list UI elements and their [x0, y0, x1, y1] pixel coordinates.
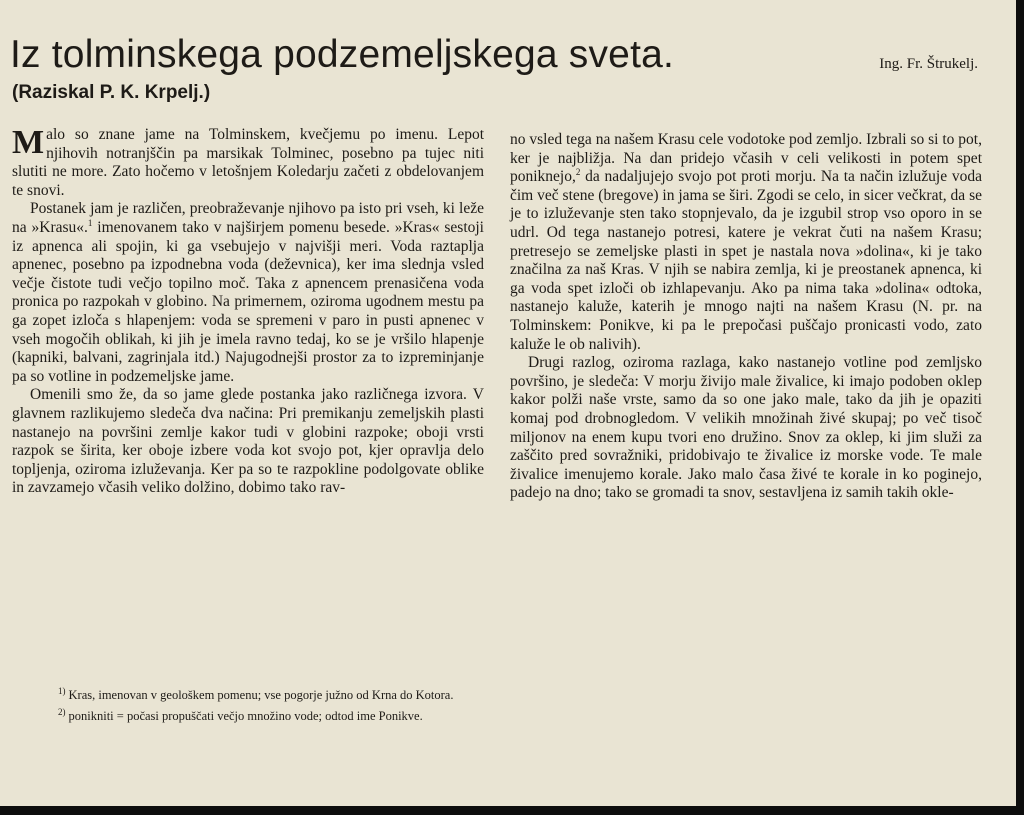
paragraph-text: Omenili smo že, da so jame glede postanka jako različnega izvora. V glavnem razlikujemo sledeča dva načina: Pri premikanju zemeljskih plasti nastanejo na površini zemlje kakor tudi v globini razpoke; oboji vrsti razpok se širita, ker oboje izbere voda kot svojo pot, kjer opravlja delo topljenja, oziroma izluževanja. Ker pa so te razpokline podolgovate oblike in zavzamejo včasih veliko dolžino, dobimo tako rav- — [12, 386, 484, 497]
paragraph — [12, 126, 484, 200]
footnote — [58, 704, 454, 725]
footnote — [58, 683, 454, 704]
footnote-mark: 2) — [58, 707, 66, 718]
footnote-reference: 1 — [87, 217, 93, 228]
footnote-text: Kras, imenovan v geološkem pomenu; vse pogorje južno od Krna do Kotora. — [68, 688, 454, 703]
paragraph-text: Drugi razlog, oziroma razlaga, kako nastanejo votline pod zemljsko površino, je sledeča: V morju živijo male živalice, ki imajo podoben oklep kakor polži naše vrste, samo da so one jako male, tako da jih je opaziti komaj pod drobnogledom. V velikih množinah živé skupaj; po več tisoč miljonov na enem kupu tvori eno družino. Snov za oklep, ki jim služi za zaščito pred sovražniki, pridobivajo te živalice iz morske vode. Te male živalice imenujemo korale. Jako malo časa živé te korale in ko poginejo, padejo na dno; tako se gromadi ta snov, sestavljena iz samih takih okle- — [510, 354, 982, 502]
text-column-right — [510, 131, 982, 503]
paragraph-text: da nadaljujejo svojo pot proti morju. Na ta način izlužuje voda čim več stene (bregove) in jama se širi. Zgodi se celo, in sicer večkrat, da se je to izluževanje sten tako stopnjevalo, da je izgubil strop vso oporo in se udrl. Od tega nastanejo potresi, katere je vekrat čuti na našem Krasu; pretresejo se zemeljske plasti in spet je nastala nova »dolina«, ki je tako značilna za naš Kras. V njih se nabira zemlja, ki je preostanek apnenca, ki ga voda spet izloči ob izhlapevanju. Ako pa nima taka »dolina« odtoka, nastanejo kaluže, katerih je mnogo najti na našem Krasu (N. pr. na Tolminskem: Ponikve, ki pa le prepočasi puščajo pronicasti vodo, zato kaluže le ob nalivih). — [510, 168, 982, 353]
footnote-text: ponikniti = počasi propuščati večjo množino vode; odtod ime Ponikve. — [68, 709, 423, 724]
paragraph — [510, 354, 982, 503]
article-author: Ing. Fr. Štrukelj. — [879, 56, 978, 72]
article-title: Iz tolminskega podzemeljskega sveta. — [10, 33, 675, 76]
drop-cap: M — [12, 124, 45, 161]
paragraph — [510, 131, 982, 354]
paragraph-text: Postanek jam je različen, preobraževanje njihovo pa isto pri vseh, ki leže na »Krasu«. — [12, 200, 484, 236]
footnote-mark: 1) — [58, 686, 66, 696]
paragraph — [12, 386, 484, 498]
paragraph — [12, 200, 484, 386]
footnote-reference: 2 — [575, 167, 581, 178]
article-subtitle: (Raziskal P. K. Krpelj.) — [12, 82, 211, 103]
text-column-left — [12, 126, 484, 498]
paragraph-text: no vsled tega na našem Krasu cele vodotoke pod zemljo. Izbrali so si to pot, ker je najbližja. Na dan pridejo včasih v celi velikosti in potem spet poniknejo, — [510, 131, 982, 186]
paragraph-text: imenovanem tako v najširjem pomenu besede. »Kras« sestoji iz apnenca ali spojin, ki ga vsebujejo v najvišji meri. Voda raztaplja apnenec, posebno pa izpodnebna voda (deževnica), ker ima slednja vsled večje čistote tudi večjo topilno moč. Taka z apnencem prenasičena voda pronica po razpokah v globino. Na primernem, oziroma ugodnem mestu pa ga zopet izloča s hlapenjem: voda se spremeni v paro in pusti apnenec v vseh mogočih oblikah, ki jih je imela ravno tedaj, ko se je vršilo hlapenje (kapniki, balvani, zagrinjala itd.) Najugodnejši prostor za to izpreminjanje pa so votline in podzemeljske jame. — [12, 218, 484, 385]
paragraph-text: alo so znane jame na Tolminskem, kvečjemu po imenu. Lepot njihovih notranjščin pa marsikak Tolminec, posebno pa tujec niti slutiti ne more. Zato hočemo v letošnjem Koledarju začeti z obdelovanjem te snovi. — [12, 126, 484, 199]
footnotes — [58, 683, 454, 725]
